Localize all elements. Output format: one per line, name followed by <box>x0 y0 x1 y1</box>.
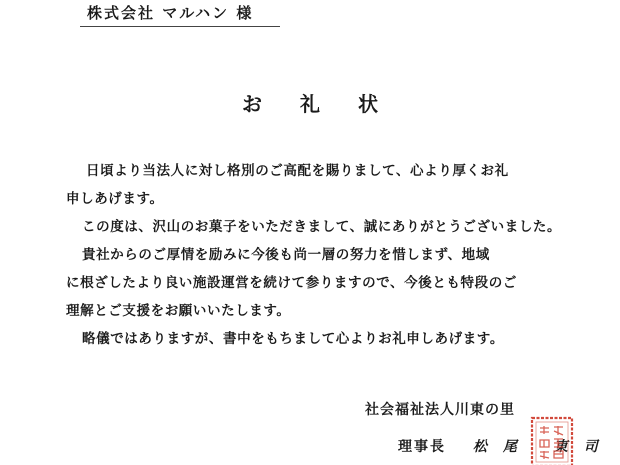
sender-role: 理事長 <box>398 439 446 455</box>
body-line: 略儀ではありますが、書中をもちまして心よりお礼申しあげます。 <box>82 331 504 347</box>
addressee-underline <box>80 26 280 27</box>
body-line: 日頃より当法人に対し格別のご高配を賜りまして、心より厚くお礼 <box>86 163 509 179</box>
body-line: 貴社からのご厚情を励みに今後も尚一層の努力を惜しまず、地域 <box>82 247 490 263</box>
body-line: に根ざしたより良い施設運営を続けて参りますので、今後とも特段のご <box>66 275 517 291</box>
sender-name: 松尾 東司 <box>472 439 614 455</box>
body-line: 申しあげます。 <box>66 191 164 207</box>
sender-organization: 社会福祉法人川東の里 <box>365 402 515 418</box>
letter-body <box>66 157 566 353</box>
sender-signature <box>398 436 614 456</box>
official-seal-icon <box>530 416 574 465</box>
letter-title: お礼状 <box>242 92 416 116</box>
body-line: この度は、沢山のお菓子をいただきまして、誠にありがとうございました。 <box>82 219 562 235</box>
body-line: 理解とご支援をお願いいたします。 <box>66 303 291 319</box>
addressee: 株式会社 マルハン 様 <box>87 4 254 22</box>
